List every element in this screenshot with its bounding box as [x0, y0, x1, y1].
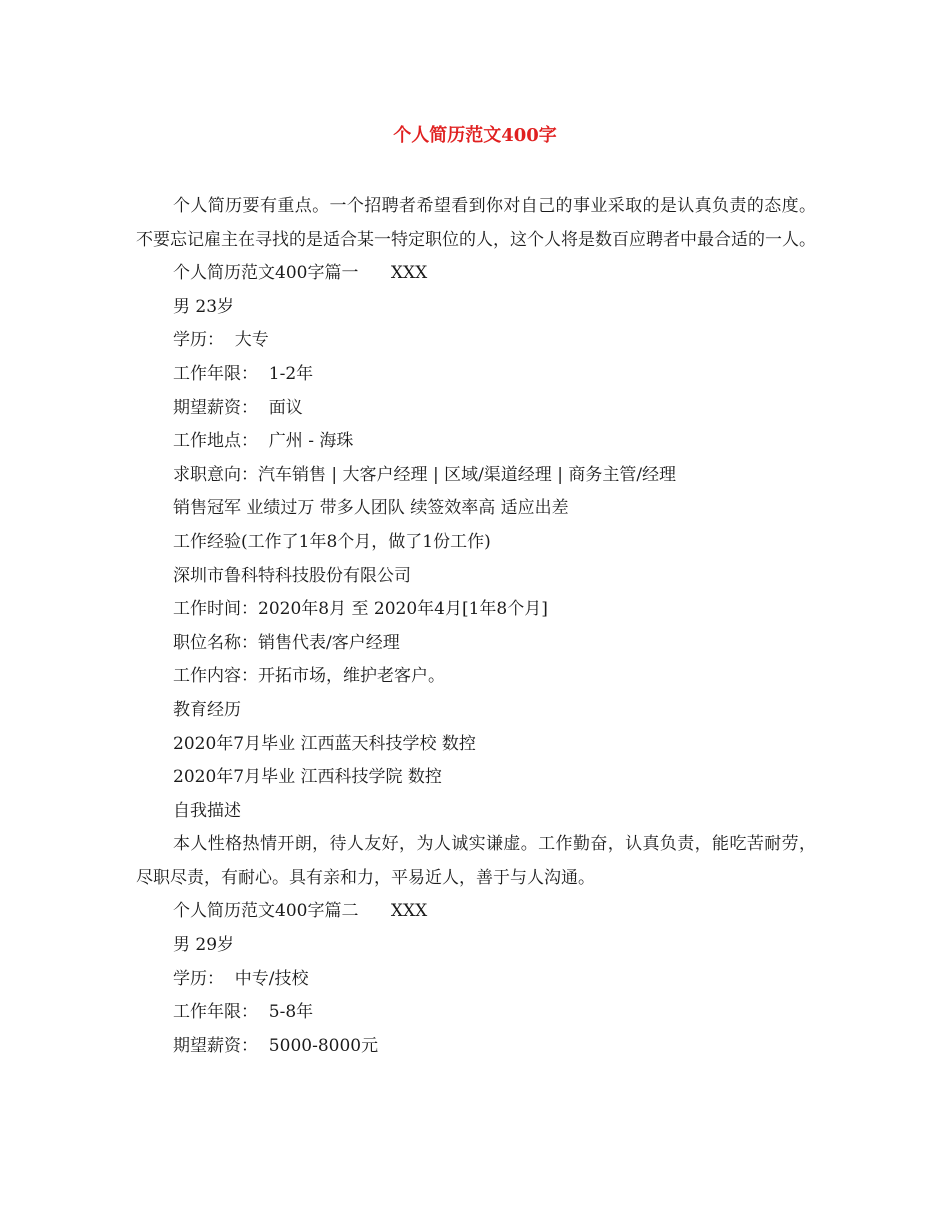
self-description-paragraph: 本人性格热情开朗，待人友好，为人诚实谦虚。工作勤奋，认真负责，能吃苦耐劳，尽职尽责，有耐心。具有亲和力，平易近人，善于与人沟通。 [136, 834, 816, 888]
document-title: 个人简历范文400字 [393, 125, 557, 146]
work-years-line: 工作年限： 5-8年 [173, 1002, 314, 1023]
education-heading: 教育经历 [173, 699, 241, 720]
work-location-line: 工作地点： 广州 - 海珠 [173, 431, 354, 452]
gender-age-line: 男 23岁 [173, 296, 235, 317]
work-period-line: 工作时间：2020年8月 至 2020年4月[1年8个月] [173, 599, 548, 620]
document-body [136, 190, 816, 1063]
section-heading-resume-one: 个人简历范文400字篇一 XXX [173, 263, 428, 284]
job-content-line: 工作内容：开拓市场，维护老客户。 [173, 666, 445, 687]
education-entry: 2020年7月毕业 江西蓝天科技学校 数控 [173, 733, 476, 754]
highlights-line: 销售冠军 业绩过万 带多人团队 续签效率高 适应出差 [173, 498, 569, 519]
expected-salary-line: 期望薪资： 5000-8000元 [173, 1035, 379, 1056]
intro-paragraph: 个人简历要有重点。一个招聘者希望看到你对自己的事业采取的是认真负责的态度。不要忘记雇主在寻找的是适合某一特定职位的人，这个人将是数百应聘者中最合适的一人。 [136, 196, 816, 250]
work-years-line: 工作年限： 1-2年 [173, 363, 314, 384]
company-name-line: 深圳市鲁科特科技股份有限公司 [173, 565, 411, 586]
expected-salary-line: 期望薪资： 面议 [173, 397, 303, 418]
job-title-line: 职位名称：销售代表/客户经理 [173, 632, 400, 653]
education-entry: 2020年7月毕业 江西科技学院 数控 [173, 767, 442, 788]
self-description-heading: 自我描述 [173, 800, 241, 821]
education-level-line: 学历： 大专 [173, 330, 269, 351]
job-intention-line: 求职意向：汽车销售 | 大客户经理 | 区域/渠道经理 | 商务主管/经理 [173, 464, 677, 485]
work-experience-heading: 工作经验(工作了1年8个月，做了1份工作) [173, 531, 491, 552]
section-heading-resume-two: 个人简历范文400字篇二 XXX [173, 901, 428, 922]
gender-age-line: 男 29岁 [173, 935, 235, 956]
education-level-line: 学历： 中专/技校 [173, 968, 309, 989]
